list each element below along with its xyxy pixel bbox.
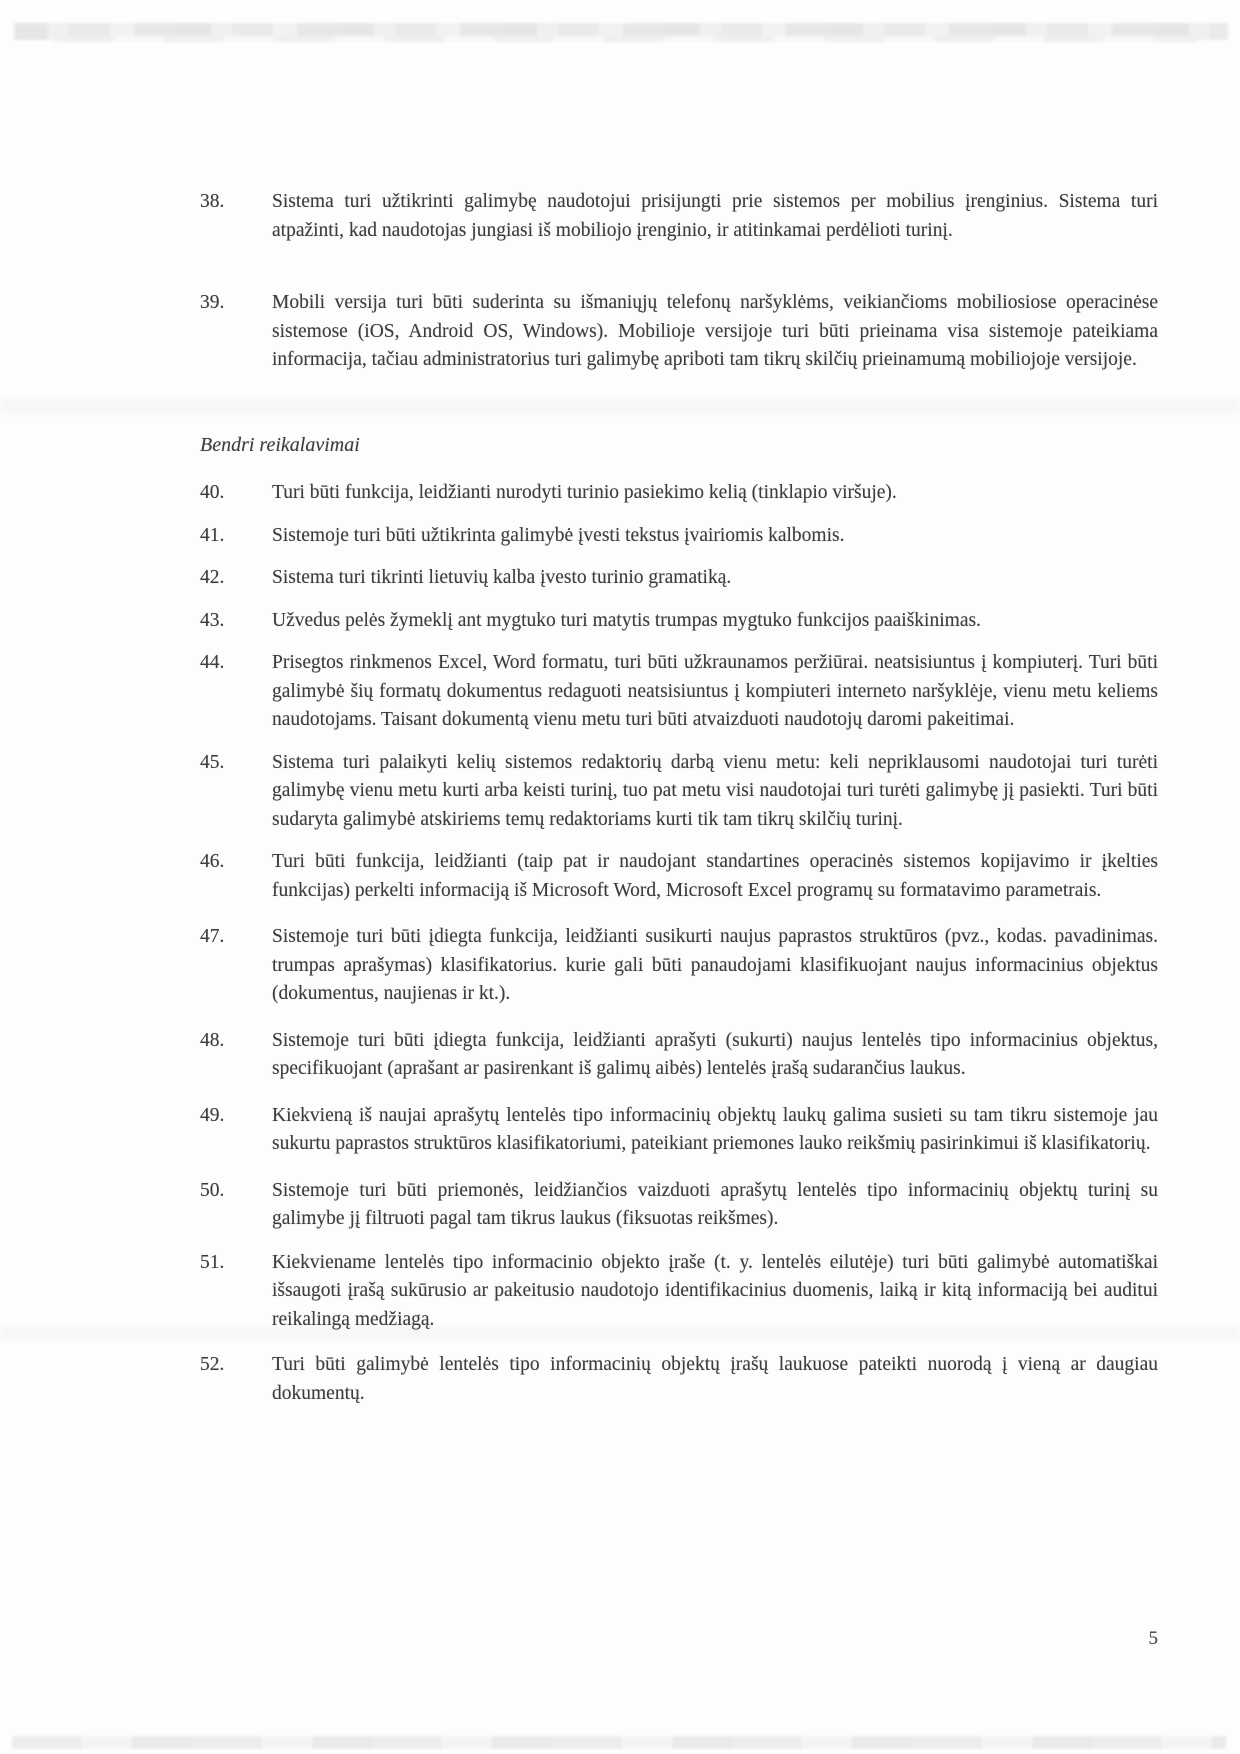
list-item	[200, 522, 1158, 551]
item-number: 39.	[200, 292, 225, 313]
item-number: 41.	[200, 524, 225, 546]
item-number: 46.	[200, 851, 225, 872]
item-number: 45.	[200, 751, 225, 773]
list-item	[200, 1351, 1158, 1408]
list-item	[200, 749, 1158, 835]
item-number: 38.	[200, 191, 225, 212]
list-item	[200, 1102, 1158, 1159]
item-number: 51.	[200, 1251, 225, 1273]
item-number: 43.	[200, 609, 225, 631]
item-text: Sistemoje turi būti įdiegta funkcija, leidžianti susikurti naujus paprastos struktūros (pvz., kodas. pavadinimas. trumpas aprašymas) klasifikatorius. kurie gali būti panaudojami klasifikuojant naujus informacinius objektus (dokumentus, naujienas ir kt.).	[272, 926, 1158, 1004]
item-text: Turi būti funkcija, leidžianti nurodyti turinio pasiekimo kelią (tinklapio viršuje).	[272, 482, 897, 503]
list-item	[200, 564, 1158, 593]
item-text: Sistemoje turi būti įdiegta funkcija, leidžianti aprašyti (sukurti) naujus lentelės tipo informacinius objektus, specifikuojant (aprašant ar pasirenkant iš galimų aibės) lentelės įrašą sudarančius laukus.	[272, 1029, 1158, 1079]
item-number: 40.	[200, 482, 225, 503]
item-text: Kiekvieną iš naujai aprašytų lentelės tipo informacinių objektų laukų galima susieti su tam tikru sistemoje jau sukurtu paprastos struktūros klasifikatoriumi, pateikiant priemones lauko reikšmių pasirinkimui iš klasifikatorių.	[272, 1104, 1158, 1154]
item-number: 42.	[200, 567, 225, 588]
scan-artifact-bottom	[12, 1736, 1226, 1749]
list-item	[200, 848, 1158, 905]
item-text: Mobili versija turi būti suderinta su išmaniųjų telefonų naršyklėms, veikiančioms mobiliosiose operacinėse sistemose (iOS, Android OS, Windows). Mobilioje versijoje turi būti prieinama visa sistemoje pateikiama informacija, tačiau administratorius turi galimybę apriboti tam tikrų skilčių prieinamumą mobiliojoje versijoje.	[272, 292, 1158, 370]
item-text: Turi būti galimybė lentelės tipo informacinių objektų įrašų laukuose pateikti nuorodą į vieną ar daugiau dokumentų.	[272, 1354, 1158, 1404]
item-text: Sistemoje turi būti priemonės, leidžiančios vaizduoti aprašytų lentelės tipo informacinių objektų turinį su galimybe jį filtruoti pagal tam tikrus laukus (fiksuotas reikšmes).	[272, 1179, 1158, 1229]
list-item	[200, 1027, 1158, 1084]
item-number: 52.	[200, 1354, 225, 1375]
item-text: Sistema turi palaikyti kelių sistemos redaktorių darbą vienu metu: keli nepriklausomi naudotojai turi turėti galimybę vienu metu kurti arba keisti turinį, tuo pat metu visi naudotojai turi turėti galimybę jį pasiekti. Turi būti sudaryta galimybė atskiriems temų redaktoriams kurti tik tam tikrų skilčių turinį.	[272, 751, 1158, 830]
list-item	[200, 1177, 1158, 1234]
item-number: 47.	[200, 926, 225, 947]
list-item	[200, 923, 1158, 1009]
item-number: 48.	[200, 1029, 225, 1051]
document-content	[200, 0, 1158, 1408]
page-number: 5	[1148, 1628, 1158, 1649]
item-text: Kiekviename lentelės tipo informacinio objekto įraše (t. y. lentelės eilutėje) turi būti galimybė automatiškai išsaugoti įrašą sukūrusio ar pakeitusio naudotojo identifikacinius duomenis, laiką ir kitą informaciją bei auditui reikalingą medžiagą.	[272, 1251, 1158, 1330]
item-number: 49.	[200, 1104, 225, 1126]
item-number: 50.	[200, 1179, 225, 1201]
list-item	[200, 479, 1158, 508]
list-item	[200, 649, 1158, 735]
section-heading: Bendri reikalavimai	[200, 433, 360, 456]
list-item	[200, 1249, 1158, 1335]
list-item	[200, 289, 1158, 375]
item-text: Turi būti funkcija, leidžianti (taip pat ir naudojant standartines operacinės sistemos kopijavimo ir įkelties funkcijas) perkelti informaciją iš Microsoft Word, Microsoft Excel programų su formatavimo parametrais.	[272, 851, 1158, 901]
list-item	[200, 188, 1158, 245]
item-text: Sistemoje turi būti užtikrinta galimybė įvesti tekstus įvairiomis kalbomis.	[272, 524, 845, 546]
list-item	[200, 607, 1158, 636]
item-text: Sistema turi užtikrinti galimybę naudotojui prisijungti prie sistemos per mobilius įrenginius. Sistema turi atpažinti, kad naudotojas jungiasi iš mobiliojo įrenginio, ir atitinkamai perdėlioti turinį.	[272, 191, 1158, 241]
item-text: Prisegtos rinkmenos Excel, Word formatu, turi būti užkraunamos peržiūrai. neatsisiuntus į kompiuterį. Turi būti galimybė šių formatų dokumentus redaguoti neatsisiuntus į kompiuteri interneto naršyklėje, vienu metu keliems naudotojams. Taisant dokumentą vienu metu turi būti atvaizduoti naudotojų daromi pakeitimai.	[272, 652, 1158, 730]
item-text: Sistema turi tikrinti lietuvių kalba įvesto turinio gramatiką.	[272, 567, 732, 588]
item-number: 44.	[200, 652, 225, 673]
item-text: Užvedus pelės žymeklį ant mygtuko turi matytis trumpas mygtuko funkcijos paaiškinimas.	[272, 609, 981, 631]
